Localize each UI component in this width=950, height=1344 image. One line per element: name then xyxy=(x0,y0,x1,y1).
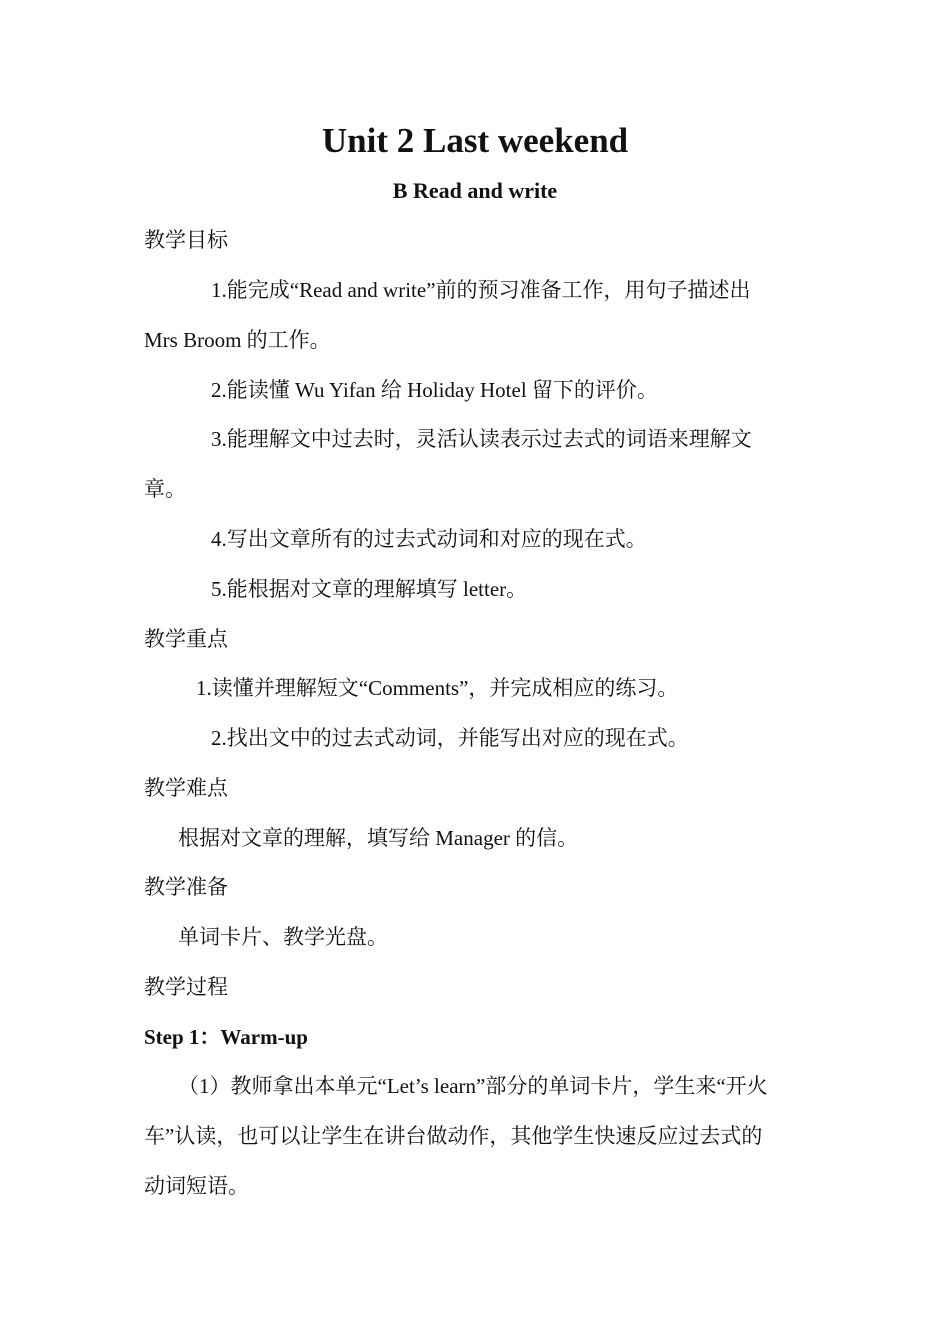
section-heading-preparation: 教学准备 xyxy=(144,875,228,899)
difficulty-text: 根据对文章的理解，填写给 Manager 的信。 xyxy=(178,826,579,850)
step-1-line-1: （1）教师拿出本单元“Let’s learn”部分的单词卡片，学生来“开火 xyxy=(178,1074,768,1098)
section-heading-difficulties: 教学难点 xyxy=(144,776,228,800)
section-heading-process: 教学过程 xyxy=(144,975,228,999)
document-title: Unit 2 Last weekend xyxy=(321,121,629,160)
objective-item-3-line-2: 章。 xyxy=(144,477,186,501)
key-point-item-1: 1.读懂并理解短文“Comments”，并完成相应的练习。 xyxy=(196,676,679,700)
objective-item-2: 2.能读懂 Wu Yifan 给 Holiday Hotel 留下的评价。 xyxy=(211,378,658,402)
objective-item-1-line-1: 1.能完成“Read and write”前的预习准备工作，用句子描述出 xyxy=(211,278,751,302)
objective-item-1-line-2: Mrs Broom 的工作。 xyxy=(144,328,331,352)
step-1-line-2: 车”认读，也可以让学生在讲台做动作，其他学生快速反应过去式的 xyxy=(144,1124,763,1148)
document-subtitle: B Read and write xyxy=(392,178,558,203)
key-point-item-2: 2.找出文中的过去式动词，并能写出对应的现在式。 xyxy=(211,726,689,750)
preparation-text: 单词卡片、教学光盘。 xyxy=(178,925,388,949)
step-1-line-3: 动词短语。 xyxy=(144,1174,249,1198)
objective-item-3-line-1: 3.能理解文中过去时，灵活认读表示过去式的词语来理解文 xyxy=(211,427,752,451)
objective-item-5: 5.能根据对文章的理解填写 letter。 xyxy=(211,577,528,601)
step-1-title: Step 1：Warm-up xyxy=(144,1025,308,1049)
objective-item-4: 4.写出文章所有的过去式动词和对应的现在式。 xyxy=(211,527,647,551)
section-heading-key-points: 教学重点 xyxy=(144,627,228,651)
section-heading-objectives: 教学目标 xyxy=(144,228,228,252)
